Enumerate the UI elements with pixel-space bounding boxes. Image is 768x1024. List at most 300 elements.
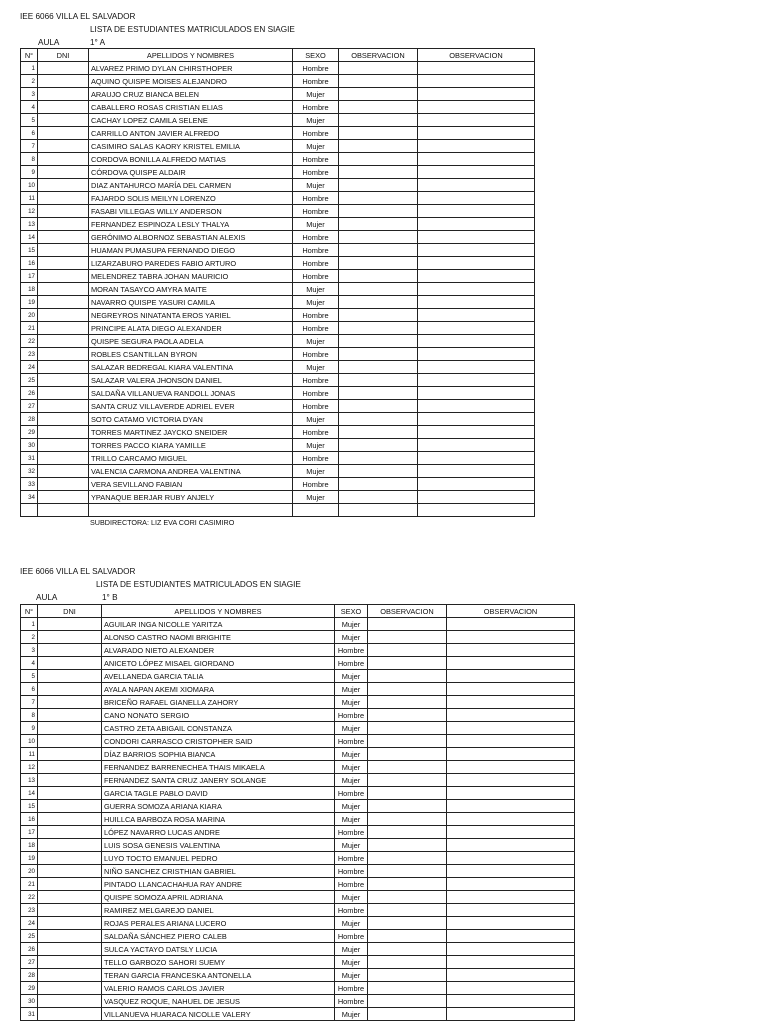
row-number: 26 <box>21 387 38 400</box>
student-name: RAMIREZ MELGAREJO DANIEL <box>102 904 335 917</box>
sexo-cell: Hombre <box>293 309 339 322</box>
dni-cell <box>38 361 89 374</box>
student-name: SOTO CATAMO VICTORIA DYAN <box>89 413 293 426</box>
observacion-cell <box>418 439 535 452</box>
dni-cell <box>38 709 102 722</box>
student-name: CONDORI CARRASCO CRISTOPHER SAID <box>102 735 335 748</box>
row-number: 18 <box>21 283 38 296</box>
table-row <box>21 735 575 748</box>
row-number: 11 <box>21 192 38 205</box>
observacion-cell <box>418 270 535 283</box>
table-row <box>21 1008 575 1021</box>
observacion-cell <box>447 722 575 735</box>
observacion-cell <box>418 361 535 374</box>
row-number: 10 <box>21 179 38 192</box>
observacion-cell <box>418 101 535 114</box>
table-row <box>21 644 575 657</box>
table-row <box>21 761 575 774</box>
table-row <box>21 127 535 140</box>
table-row <box>21 205 535 218</box>
row-number: 5 <box>21 670 38 683</box>
observacion-cell <box>368 657 447 670</box>
row-number: 1 <box>21 618 38 631</box>
dni-cell <box>38 787 102 800</box>
row-number: 23 <box>21 348 38 361</box>
table-row <box>21 218 535 231</box>
table-row <box>21 140 535 153</box>
observacion-cell <box>418 205 535 218</box>
row-number: 18 <box>21 839 38 852</box>
sexo-cell: Mujer <box>335 943 368 956</box>
table-row <box>21 270 535 283</box>
dni-cell <box>38 426 89 439</box>
observacion-cell <box>339 257 418 270</box>
student-name: PRINCIPE ALATA DIEGO ALEXANDER <box>89 322 293 335</box>
dni-cell <box>38 735 102 748</box>
observacion-cell <box>418 491 535 504</box>
dni-cell <box>38 309 89 322</box>
observacion-cell <box>418 296 535 309</box>
observacion-cell <box>418 426 535 439</box>
row-number: 25 <box>21 930 38 943</box>
row-number: 29 <box>21 982 38 995</box>
table-row <box>21 865 575 878</box>
student-name: SALAZAR VALERA JHONSON DANIEL <box>89 374 293 387</box>
dni-cell <box>38 179 89 192</box>
observacion-cell <box>368 735 447 748</box>
sexo-cell: Mujer <box>335 891 368 904</box>
table-row <box>21 387 535 400</box>
observacion-cell <box>368 891 447 904</box>
student-name: CACHAY LOPEZ CAMILA SELENE <box>89 114 293 127</box>
sexo-cell: Hombre <box>335 826 368 839</box>
observacion-cell <box>447 878 575 891</box>
observacion-cell <box>339 192 418 205</box>
dni-cell <box>38 192 89 205</box>
observacion-cell <box>368 878 447 891</box>
sexo-cell: Hombre <box>293 374 339 387</box>
row-number: 30 <box>21 439 38 452</box>
sexo-cell: Mujer <box>335 696 368 709</box>
sexo-cell: Hombre <box>293 75 339 88</box>
observacion-cell <box>368 709 447 722</box>
dni-cell <box>38 452 89 465</box>
dni-cell <box>38 400 89 413</box>
student-name: AQUINO QUISPE MOISES ALEJANDRO <box>89 75 293 88</box>
table-row <box>21 62 535 75</box>
header-observacion: OBSERVACION <box>418 49 535 62</box>
observacion-cell <box>368 696 447 709</box>
student-name: NAVARRO QUISPE YASURI CAMILA <box>89 296 293 309</box>
sexo-cell: Mujer <box>335 917 368 930</box>
table-row <box>21 296 535 309</box>
observacion-cell <box>447 969 575 982</box>
observacion-cell <box>447 657 575 670</box>
student-name: GUERRA SOMOZA ARIANA KIARA <box>102 800 335 813</box>
table-header-row <box>21 49 535 62</box>
sexo-cell: Mujer <box>335 839 368 852</box>
observacion-cell <box>368 839 447 852</box>
sexo-cell: Mujer <box>335 722 368 735</box>
observacion-cell <box>447 865 575 878</box>
observacion-cell <box>368 865 447 878</box>
sexo-cell: Hombre <box>335 904 368 917</box>
student-name: BRICEÑO RAFAEL GIANELLA ZAHORY <box>102 696 335 709</box>
sexo-cell: Hombre <box>293 101 339 114</box>
dni-cell <box>38 891 102 904</box>
observacion-cell <box>368 813 447 826</box>
dni-cell <box>38 465 89 478</box>
sexo-cell: Hombre <box>293 62 339 75</box>
observacion-cell <box>447 839 575 852</box>
student-name: GARCIA TAGLE PABLO DAVID <box>102 787 335 800</box>
observacion-cell <box>418 244 535 257</box>
dni-cell <box>38 244 89 257</box>
dni-cell <box>38 478 89 491</box>
sexo-cell: Mujer <box>335 683 368 696</box>
student-name: FAJARDO SOLIS MEILYN LORENZO <box>89 192 293 205</box>
observacion-cell <box>368 956 447 969</box>
observacion-cell <box>418 452 535 465</box>
row-number: 15 <box>21 244 38 257</box>
sexo-cell: Hombre <box>335 930 368 943</box>
observacion-cell <box>447 813 575 826</box>
observacion-cell <box>368 631 447 644</box>
student-name: QUISPE SEGURA PAOLA ADELA <box>89 335 293 348</box>
dni-cell <box>38 670 102 683</box>
table-row <box>21 631 575 644</box>
student-name: ROJAS PERALES ARIANA LUCERO <box>102 917 335 930</box>
row-number: 19 <box>21 296 38 309</box>
sexo-cell: Mujer <box>293 413 339 426</box>
observacion-cell <box>368 774 447 787</box>
student-name: VALERIO RAMOS CARLOS JAVIER <box>102 982 335 995</box>
observacion-cell <box>447 761 575 774</box>
dni-cell <box>38 878 102 891</box>
list-title: LISTA DE ESTUDIANTES MATRICULADOS EN SIAGIE <box>90 25 295 34</box>
row-number: 6 <box>21 127 38 140</box>
student-name: NIÑO SANCHEZ CRISTHIAN GABRIEL <box>102 865 335 878</box>
row-number: 23 <box>21 904 38 917</box>
student-name: TERAN GARCIA FRANCESKA ANTONELLA <box>102 969 335 982</box>
aula-label: AULA <box>38 38 60 47</box>
sexo-cell: Mujer <box>335 969 368 982</box>
student-name: TRILLO CARCAMO MIGUEL <box>89 452 293 465</box>
table-row <box>21 452 535 465</box>
school-name: IEE 6066 VILLA EL SALVADOR <box>20 567 136 576</box>
student-name: TELLO GARBOZO SAHORI SUEMY <box>102 956 335 969</box>
sexo-cell: Mujer <box>335 774 368 787</box>
table-row <box>21 231 535 244</box>
table-row <box>21 774 575 787</box>
table-row <box>21 400 535 413</box>
student-name: LUYO TOCTO EMANUEL PEDRO <box>102 852 335 865</box>
row-number: 26 <box>21 943 38 956</box>
student-name: CASIMIRO SALAS KAORY KRISTEL EMILIA <box>89 140 293 153</box>
observacion-cell <box>368 982 447 995</box>
row-number: 33 <box>21 478 38 491</box>
row-number: 5 <box>21 114 38 127</box>
observacion-cell <box>339 166 418 179</box>
student-name: ALVARADO NIETO ALEXANDER <box>102 644 335 657</box>
sexo-cell: Hombre <box>293 400 339 413</box>
sexo-cell: Hombre <box>335 657 368 670</box>
table-row <box>21 657 575 670</box>
observacion-cell <box>447 683 575 696</box>
observacion-cell <box>368 943 447 956</box>
row-number: 6 <box>21 683 38 696</box>
observacion-cell <box>368 826 447 839</box>
table-row <box>21 335 535 348</box>
header-num: N° <box>21 49 38 62</box>
student-name: AVELLANEDA GARCIA TALIA <box>102 670 335 683</box>
observacion-cell <box>339 491 418 504</box>
dni-cell <box>38 748 102 761</box>
row-number: 19 <box>21 852 38 865</box>
sexo-cell: Hombre <box>335 852 368 865</box>
observacion-cell <box>368 787 447 800</box>
observacion-cell <box>339 400 418 413</box>
student-name: FERNANDEZ ESPINOZA LESLY THALYA <box>89 218 293 231</box>
student-name: QUISPE SOMOZA APRIL ADRIANA <box>102 891 335 904</box>
sexo-cell: Hombre <box>293 478 339 491</box>
sexo-cell: Hombre <box>335 735 368 748</box>
observacion-cell <box>447 917 575 930</box>
row-number: 17 <box>21 270 38 283</box>
subdirectora-footer: SUBDIRECTORA: LIZ EVA CORI CASIMIRO <box>90 518 235 527</box>
observacion-cell <box>447 995 575 1008</box>
table-row <box>21 982 575 995</box>
dni-cell <box>38 387 89 400</box>
observacion-cell <box>447 644 575 657</box>
observacion-cell <box>418 192 535 205</box>
observacion-cell <box>368 748 447 761</box>
dni-cell <box>38 761 102 774</box>
row-number: 14 <box>21 787 38 800</box>
sexo-cell: Mujer <box>335 800 368 813</box>
observacion-cell <box>418 374 535 387</box>
observacion-cell <box>368 852 447 865</box>
table-row <box>21 153 535 166</box>
table-row <box>21 374 535 387</box>
observacion-cell <box>418 387 535 400</box>
student-name: ARAUJO CRUZ BIANCA BELEN <box>89 88 293 101</box>
header-num: N° <box>21 605 38 618</box>
student-name: TORRES MARTINEZ JAYCKO SNEIDER <box>89 426 293 439</box>
dni-cell <box>38 618 102 631</box>
sexo-cell: Mujer <box>335 748 368 761</box>
observacion-cell <box>418 127 535 140</box>
dni-cell <box>38 865 102 878</box>
student-name: SULCA YACTAYO DATSLY LUCIA <box>102 943 335 956</box>
dni-cell <box>38 826 102 839</box>
observacion-cell <box>339 88 418 101</box>
sexo-cell: Mujer <box>293 296 339 309</box>
sexo-cell: Hombre <box>335 878 368 891</box>
sexo-cell: Hombre <box>293 426 339 439</box>
table-row <box>21 800 575 813</box>
student-name: CÓRDOVA QUISPE ALDAIR <box>89 166 293 179</box>
table-row <box>21 709 575 722</box>
dni-cell <box>38 774 102 787</box>
table-row <box>21 787 575 800</box>
observacion-cell <box>339 465 418 478</box>
table-row <box>21 491 535 504</box>
observacion-cell <box>339 413 418 426</box>
row-number: 34 <box>21 491 38 504</box>
observacion-cell <box>447 930 575 943</box>
row-number: 27 <box>21 400 38 413</box>
dni-cell <box>38 114 89 127</box>
student-name: GERÓNIMO ALBORNOZ SEBASTIAN ALEXIS <box>89 231 293 244</box>
student-name: VASQUEZ ROQUE, NAHUEL DE JESUS <box>102 995 335 1008</box>
row-number: 9 <box>21 166 38 179</box>
row-number: 27 <box>21 956 38 969</box>
observacion-cell <box>339 101 418 114</box>
row-number: 15 <box>21 800 38 813</box>
row-number: 2 <box>21 631 38 644</box>
student-name: SALDAÑA SÁNCHEZ PIERO CALEB <box>102 930 335 943</box>
observacion-cell <box>418 478 535 491</box>
table-row <box>21 88 535 101</box>
student-name: VALENCIA CARMONA ANDREA VALENTINA <box>89 465 293 478</box>
observacion-cell <box>339 140 418 153</box>
observacion-cell <box>418 62 535 75</box>
observacion-cell <box>339 205 418 218</box>
observacion-cell <box>339 504 418 517</box>
observacion-cell <box>339 270 418 283</box>
observacion-cell <box>447 774 575 787</box>
dni-cell <box>38 439 89 452</box>
observacion-cell <box>447 904 575 917</box>
dni-cell <box>38 917 102 930</box>
sexo-cell: Mujer <box>293 88 339 101</box>
student-name: AGUILAR INGA NICOLLE YARITZA <box>102 618 335 631</box>
row-number: 14 <box>21 231 38 244</box>
header-sexo: SEXO <box>335 605 368 618</box>
observacion-cell <box>418 179 535 192</box>
table-row <box>21 478 535 491</box>
observacion-cell <box>418 335 535 348</box>
header-observacion: OBSERVACION <box>447 605 575 618</box>
table-row <box>21 618 575 631</box>
row-number: 20 <box>21 865 38 878</box>
observacion-cell <box>368 722 447 735</box>
table-row <box>21 192 535 205</box>
row-number: 2 <box>21 75 38 88</box>
observacion-cell <box>418 153 535 166</box>
student-name: HUILLCA BARBOZA ROSA MARINA <box>102 813 335 826</box>
row-number: 20 <box>21 309 38 322</box>
observacion-cell <box>339 283 418 296</box>
dni-cell <box>38 696 102 709</box>
dni-cell <box>38 413 89 426</box>
observacion-cell <box>418 400 535 413</box>
table-row <box>21 75 535 88</box>
student-name: ANICETO LÓPEZ MISAEL GIORDANO <box>102 657 335 670</box>
row-number: 13 <box>21 218 38 231</box>
table-row <box>21 878 575 891</box>
sexo-cell: Mujer <box>293 465 339 478</box>
table-row <box>21 722 575 735</box>
student-name: MORAN TASAYCO AMYRA MAITE <box>89 283 293 296</box>
dni-cell <box>38 88 89 101</box>
aula-label: AULA <box>36 593 58 602</box>
row-number: 21 <box>21 878 38 891</box>
row-number: 22 <box>21 891 38 904</box>
sexo-cell: Mujer <box>293 361 339 374</box>
sexo-cell: Hombre <box>293 192 339 205</box>
student-name: FASABI VILLEGAS WILLY ANDERSON <box>89 205 293 218</box>
student-name: CANO NONATO SERGIO <box>102 709 335 722</box>
row-number: 32 <box>21 465 38 478</box>
student-name: SANTA CRUZ VILLAVERDE ADRIEL EVER <box>89 400 293 413</box>
observacion-cell <box>418 140 535 153</box>
observacion-cell <box>418 75 535 88</box>
observacion-cell <box>418 413 535 426</box>
observacion-cell <box>339 75 418 88</box>
table-row <box>21 748 575 761</box>
observacion-cell <box>368 917 447 930</box>
student-name: LUIS SOSA GENESIS VALENTINA <box>102 839 335 852</box>
observacion-cell <box>418 465 535 478</box>
observacion-cell <box>447 748 575 761</box>
student-name: VILLANUEVA HUARACA NICOLLE VALERY <box>102 1008 335 1021</box>
row-number: 1 <box>21 62 38 75</box>
dni-cell <box>38 335 89 348</box>
dni-cell <box>38 166 89 179</box>
table-row <box>21 361 535 374</box>
row-number: 9 <box>21 722 38 735</box>
sexo-cell: Mujer <box>293 335 339 348</box>
header-dni: DNI <box>38 49 89 62</box>
row-number: 29 <box>21 426 38 439</box>
sexo-cell: Mujer <box>293 439 339 452</box>
table-row <box>21 322 535 335</box>
row-number: 8 <box>21 709 38 722</box>
observacion-cell <box>368 1008 447 1021</box>
sexo-cell: Mujer <box>335 813 368 826</box>
table-row <box>21 283 535 296</box>
row-number: 16 <box>21 813 38 826</box>
observacion-cell <box>339 439 418 452</box>
roster-table <box>20 604 575 1021</box>
sexo-cell: Hombre <box>293 348 339 361</box>
student-name: DIAZ ANTAHURCO MARÍA DEL CARMEN <box>89 179 293 192</box>
sexo-cell: Mujer <box>335 956 368 969</box>
sexo-cell: Hombre <box>293 387 339 400</box>
sexo-cell: Mujer <box>293 218 339 231</box>
observacion-cell <box>339 218 418 231</box>
observacion-cell <box>339 361 418 374</box>
observacion-cell <box>447 631 575 644</box>
dni-cell <box>38 218 89 231</box>
observacion-cell <box>339 153 418 166</box>
dni-cell <box>38 631 102 644</box>
table-row <box>21 852 575 865</box>
observacion-cell <box>339 127 418 140</box>
dni-cell <box>38 140 89 153</box>
student-name: TORRES PACCO KIARA YAMILLE <box>89 439 293 452</box>
row-number: 3 <box>21 88 38 101</box>
table-row <box>21 426 535 439</box>
dni-cell <box>38 930 102 943</box>
observacion-cell <box>447 826 575 839</box>
table-row <box>21 244 535 257</box>
observacion-cell <box>339 452 418 465</box>
table-row <box>21 465 535 478</box>
student-name: DÍAZ BARRIOS SOPHIA BIANCA <box>102 748 335 761</box>
